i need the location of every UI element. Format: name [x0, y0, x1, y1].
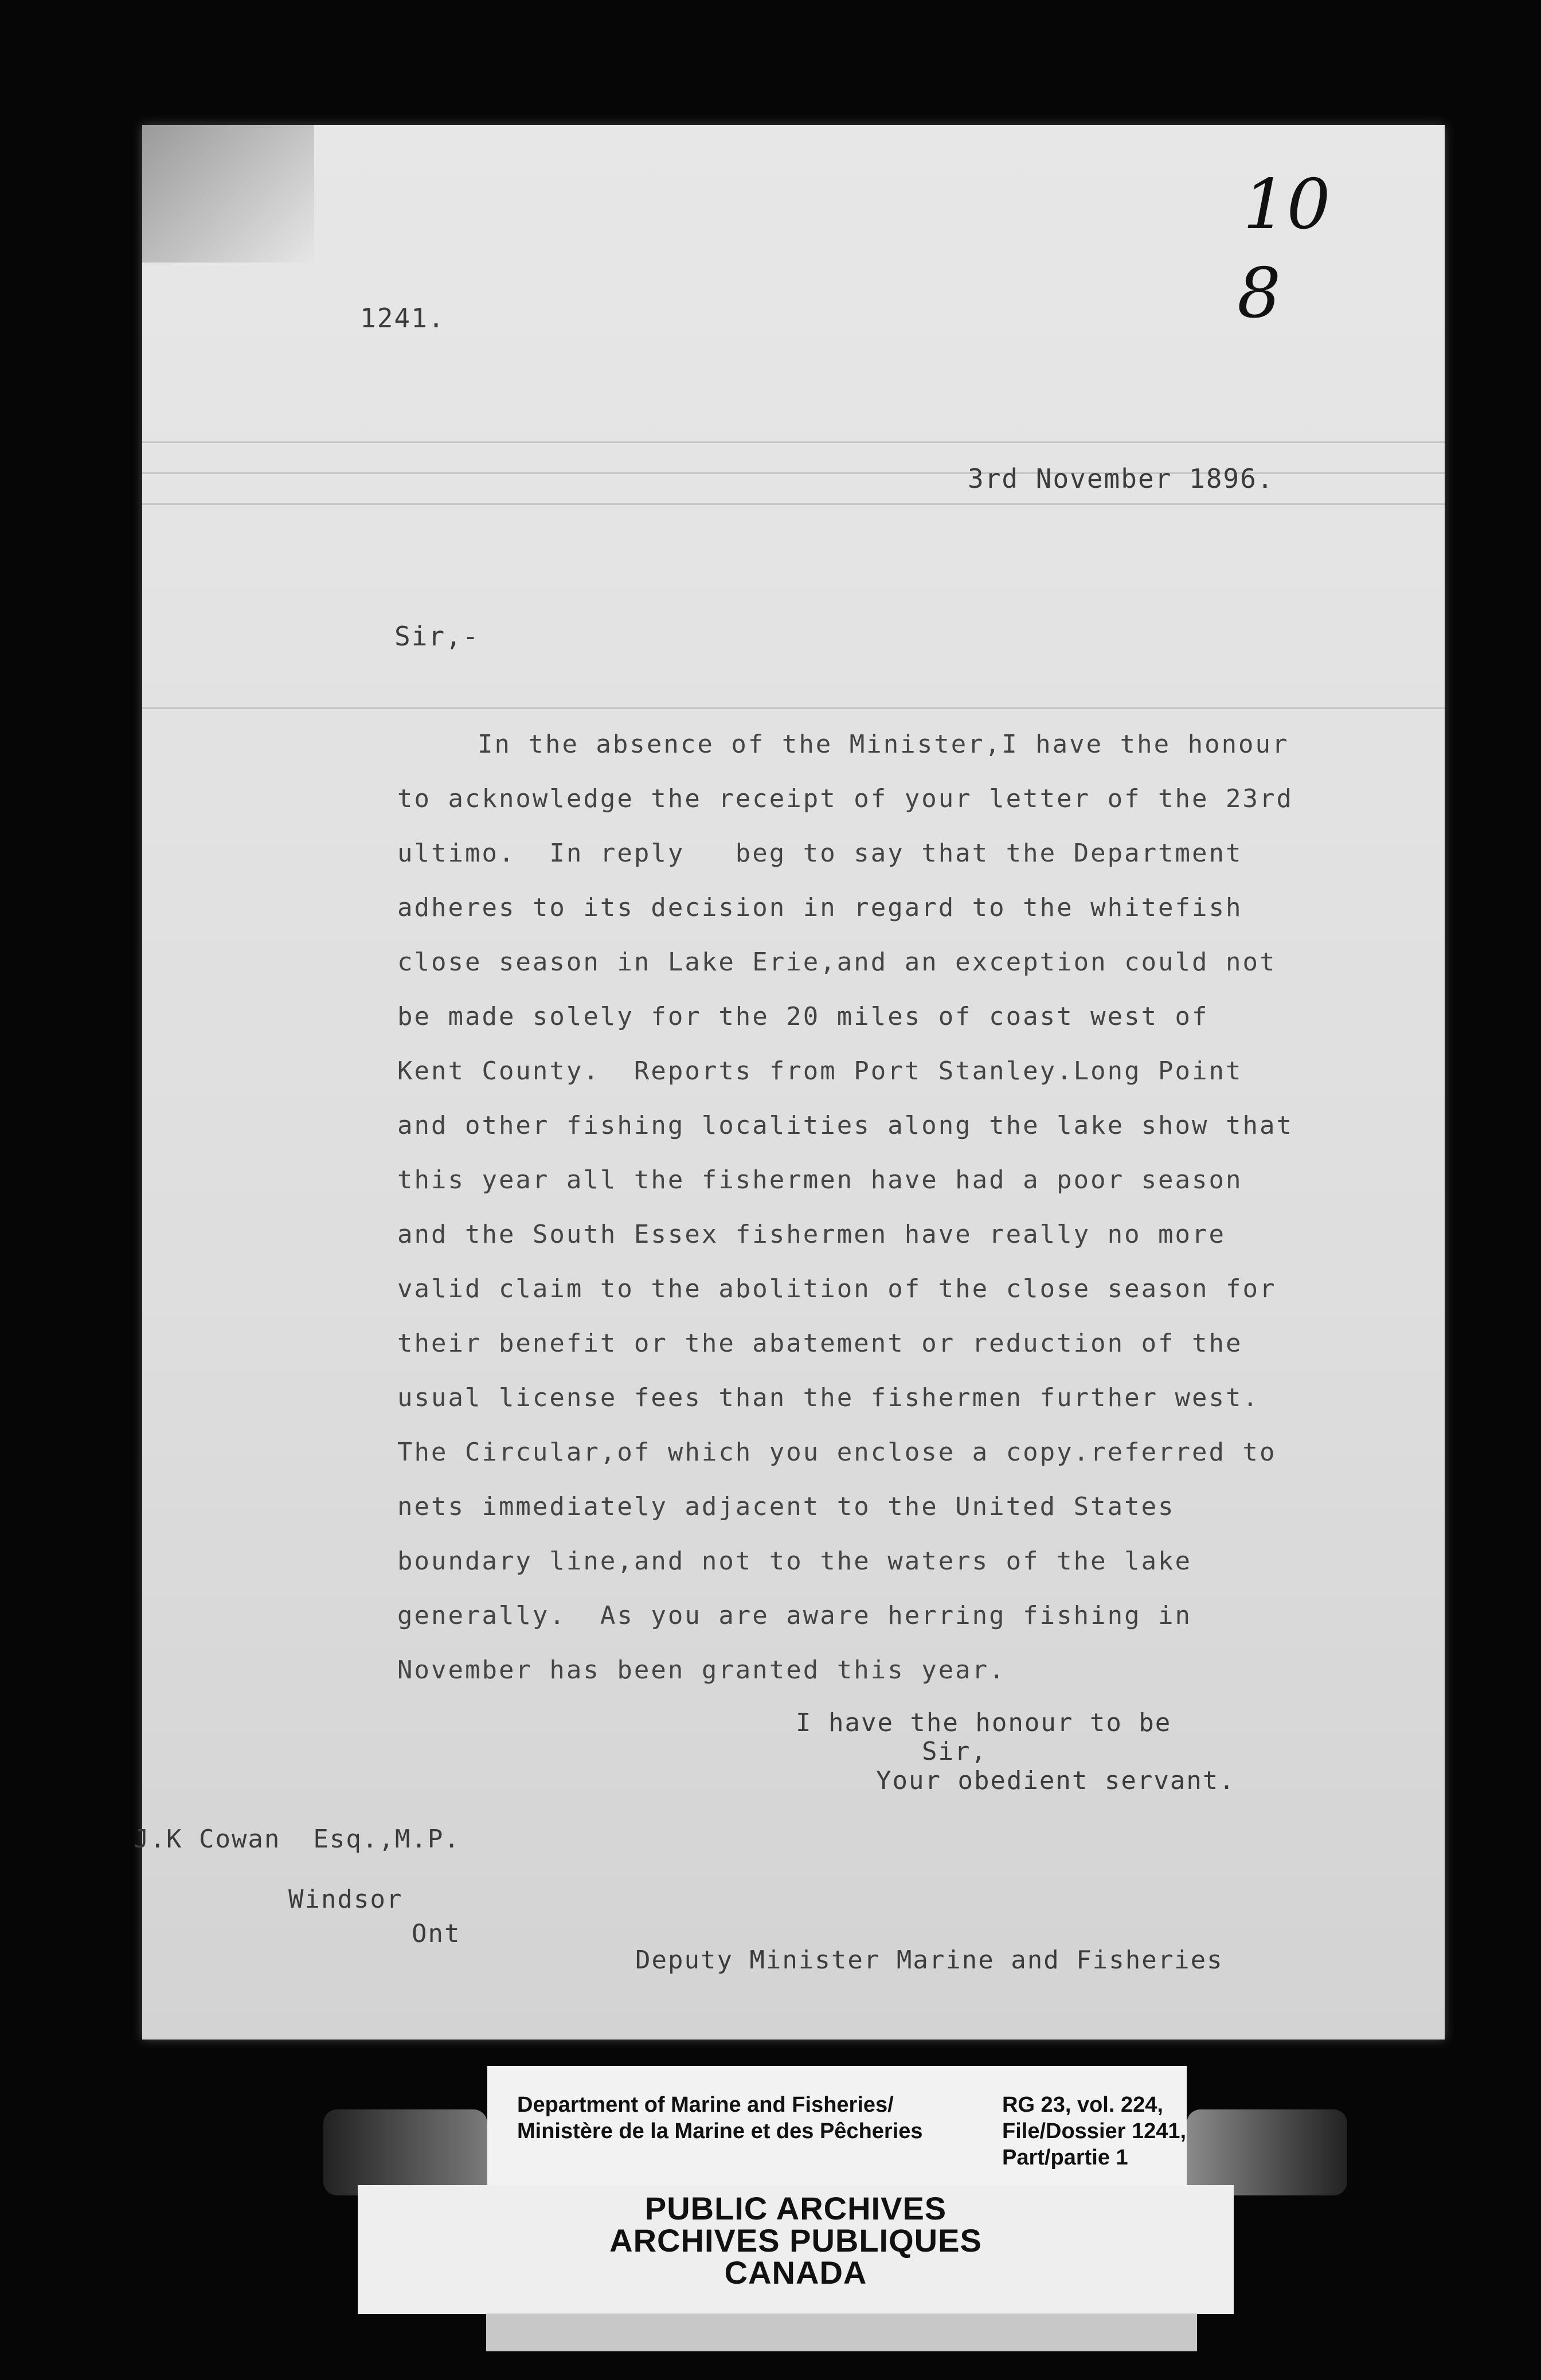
archive-stamp-line: CANADA — [724, 2254, 867, 2291]
department-label — [517, 2092, 923, 2144]
body-line: November has been granted this year. — [397, 1655, 1006, 1685]
body-line: close season in Lake Erie,and an exception could not — [397, 948, 1277, 977]
body-line: In the absence of the Minister,I have the honour — [478, 730, 1289, 759]
addressee-name: J.K Cowan Esq.,M.P. — [134, 1825, 460, 1854]
archive-stamp-line: ARCHIVES PUBLIQUES — [609, 2222, 982, 2258]
department-french: Ministère de la Marine et des Pêcheries — [517, 2119, 923, 2143]
public-archives-stamp — [358, 2185, 1234, 2314]
body-line: their benefit or the abatement or reduction of the — [397, 1329, 1243, 1358]
body-line: and the South Essex fishermen have really no more — [397, 1220, 1226, 1249]
letter-date: 3rd November 1896. — [968, 463, 1274, 494]
body-line: The Circular,of which you enclose a copy.referred to — [397, 1438, 1277, 1467]
margin-number: 10 — [1243, 165, 1331, 245]
archive-reference-card — [487, 2066, 1187, 2186]
file-number: 1241. — [360, 303, 445, 334]
body-line: usual license fees than the fishermen further west. — [397, 1383, 1260, 1412]
reference-record-group: RG 23, vol. 224, — [1002, 2093, 1163, 2117]
closing-line: I have the honour to be — [796, 1708, 1172, 1737]
body-line: this year all the fishermen have had a poor season — [397, 1165, 1243, 1195]
addressee-city: Windsor — [288, 1885, 403, 1914]
archive-board-left — [323, 2109, 487, 2195]
department-english: Department of Marine and Fisheries/ — [517, 2093, 894, 2117]
body-line: boundary line,and not to the waters of the lake — [397, 1547, 1192, 1576]
letter-page — [134, 125, 1445, 2040]
reference-file: File/Dossier 1241, — [1002, 2119, 1187, 2143]
ruled-line — [142, 707, 1445, 709]
archive-stamp-line: PUBLIC ARCHIVES — [644, 2190, 947, 2226]
closing-sir: Sir, — [922, 1737, 987, 1766]
body-line: generally. As you are aware herring fishing in — [397, 1601, 1192, 1630]
body-line: valid claim to the abolition of the close season for — [397, 1274, 1277, 1303]
body-line: nets immediately adjacent to the United States — [397, 1492, 1175, 1521]
salutation: Sir,- — [394, 621, 480, 652]
reference-part: Part/partie 1 — [1002, 2146, 1128, 2170]
ruled-line — [142, 503, 1445, 505]
body-line: be made solely for the 20 miles of coast west of — [397, 1002, 1209, 1031]
body-line: adheres to its decision in regard to the whitefish — [397, 893, 1243, 922]
body-line: Kent County. Reports from Port Stanley.Long Point — [397, 1056, 1243, 1086]
reference-label — [1002, 2092, 1186, 2171]
closing-servant: Your obedient servant. — [876, 1766, 1235, 1795]
body-line: ultimo. In reply beg to say that the Department — [397, 839, 1243, 868]
archive-board-right — [1187, 2109, 1347, 2195]
body-line: and other fishing localities along the lake show that — [397, 1111, 1293, 1140]
ruled-line — [142, 441, 1445, 443]
body-line: to acknowledge the receipt of your letter of the 23rd — [397, 784, 1293, 813]
signature-title: Deputy Minister Marine and Fisheries — [635, 1946, 1223, 1975]
archive-board-bottom — [486, 2314, 1197, 2351]
margin-number: 8 — [1237, 254, 1281, 334]
addressee-province: Ont — [412, 1919, 461, 1948]
